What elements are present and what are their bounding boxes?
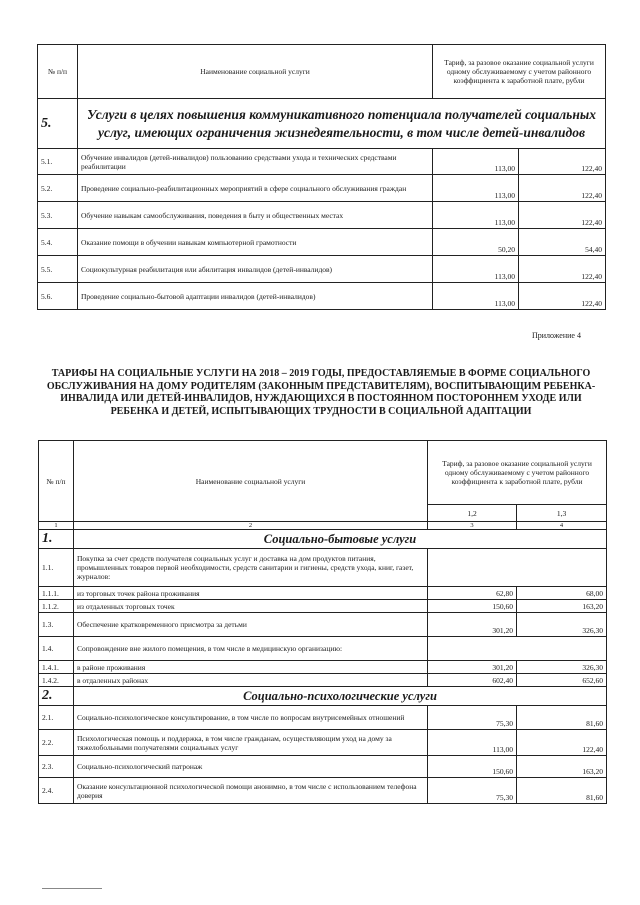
section-title: Социально-психологические услуги <box>74 687 607 706</box>
row-value-1: 62,80 <box>428 587 517 600</box>
row-value-2: 68,00 <box>517 587 607 600</box>
row-value-2: 163,20 <box>517 756 607 778</box>
row-value-1: 150,60 <box>428 600 517 613</box>
row-value-1: 301,20 <box>428 613 517 637</box>
section-row <box>39 530 607 549</box>
row-value-2: 163,20 <box>517 600 607 613</box>
row-name: из отдаленных торговых точек <box>74 600 428 613</box>
header-tariff: Тариф, за разовое оказание социальной услуги одному обслуживаемому с учетом районного коэффициента к заработной плате, рубли <box>433 45 606 99</box>
row-name: в отдаленных районах <box>74 674 428 687</box>
row-value-empty <box>428 549 607 587</box>
row-value-2: 122,40 <box>519 149 606 175</box>
table-row <box>39 730 607 756</box>
row-value-1: 50,20 <box>433 229 519 256</box>
row-name: Обучение навыкам самообслуживания, поведения в быту и общественных местах <box>78 202 433 229</box>
colnum-2: 2 <box>74 522 428 530</box>
row-num: 1.1.2. <box>39 600 74 613</box>
row-value-1: 150,60 <box>428 756 517 778</box>
table-row <box>39 706 607 730</box>
row-num: 1.1. <box>39 549 74 587</box>
row-name: из торговых точек района проживания <box>74 587 428 600</box>
row-value-2: 81,60 <box>517 706 607 730</box>
table-row <box>38 149 606 175</box>
table-row <box>39 674 607 687</box>
table-row <box>39 549 607 587</box>
header-tariff: Тариф, за разовое оказание социальной услуги одному обслуживаемому с учетом районного коэффициента к заработной плате, рубли <box>428 441 607 505</box>
section-row <box>39 687 607 706</box>
header-coef-1: 1,2 <box>428 505 517 522</box>
row-name: Социокультурная реабилитация или абилитация инвалидов (детей-инвалидов) <box>78 256 433 283</box>
colnum-3: 3 <box>428 522 517 530</box>
row-value-1: 113,00 <box>433 202 519 229</box>
header-name: Наименование социальной услуги <box>74 441 428 522</box>
row-name: Социально-психологический патронаж <box>74 756 428 778</box>
table-header-row <box>39 441 607 505</box>
row-value-2: 54,40 <box>519 229 606 256</box>
row-num: 1.3. <box>39 613 74 637</box>
section-num: 1. <box>39 530 74 549</box>
section-title: Услуги в целях повышения коммуникативного потенциала получателей социальных услуг, имеющих ограничения жизнедеятельности, в том числе детей-инвалидов <box>78 99 606 149</box>
document-title: ТАРИФЫ НА СОЦИАЛЬНЫЕ УСЛУГИ НА 2018 – 2019 ГОДЫ, ПРЕДОСТАВЛЯЕМЫЕ В ФОРМЕ СОЦИАЛЬНОГО ОБСЛУЖИВАНИЯ НА ДОМУ РОДИТЕЛЯМ (ЗАКОННЫМ ПРЕДСТАВИТЕЛЯМ), ВОСПИТЫВАЮЩИМ РЕБЕНКА-ИНВАЛИДА ИЛИ ДЕТЕЙ-ИНВАЛИДОВ, НУЖДАЮЩИХСЯ В ПОСТОЯННОМ ПОСТОРОННЕМ УХОДЕ ИЛИ РЕБЕНКА И ДЕТЕЙ, ИСПЫТЫВАЮЩИХ ТРУДНОСТИ В СОЦИАЛЬНОЙ АДАПТАЦИИ <box>46 368 596 417</box>
services-table-bottom <box>38 440 607 804</box>
row-value-1: 113,00 <box>433 175 519 202</box>
table-row <box>38 256 606 283</box>
footer-divider <box>42 888 102 889</box>
row-num: 5.3. <box>38 202 78 229</box>
row-name: Психологическая помощь и поддержка, в том числе гражданам, осуществляющим уход на дому за тяжелобольными получателями социальных услуг <box>74 730 428 756</box>
row-value-2: 81,60 <box>517 778 607 804</box>
row-value-2: 652,60 <box>517 674 607 687</box>
table-row <box>39 587 607 600</box>
row-num: 2.3. <box>39 756 74 778</box>
table-row <box>38 283 606 310</box>
row-name: Проведение социально-реабилитационных мероприятий в сфере социального обслуживания граждан <box>78 175 433 202</box>
table-row <box>39 756 607 778</box>
row-value-1: 75,30 <box>428 706 517 730</box>
table-header-row <box>38 45 606 99</box>
row-value-1: 113,00 <box>433 149 519 175</box>
row-name: в районе проживания <box>74 661 428 674</box>
row-value-2: 326,30 <box>517 613 607 637</box>
row-value-2: 122,40 <box>519 175 606 202</box>
table-row <box>39 613 607 637</box>
row-value-1: 75,30 <box>428 778 517 804</box>
section-title: Социально-бытовые услуги <box>74 530 607 549</box>
row-num: 1.4.2. <box>39 674 74 687</box>
row-num: 5.4. <box>38 229 78 256</box>
row-value-2: 326,30 <box>517 661 607 674</box>
row-num: 2.2. <box>39 730 74 756</box>
row-num: 1.4. <box>39 637 74 661</box>
table-row <box>38 175 606 202</box>
table-row <box>39 637 607 661</box>
row-num: 1.1.1. <box>39 587 74 600</box>
table-row <box>39 600 607 613</box>
row-value-1: 113,00 <box>433 256 519 283</box>
services-table-top <box>37 44 606 310</box>
row-name: Обучение инвалидов (детей-инвалидов) пользованию средствами ухода и технических средствами реабилитации <box>78 149 433 175</box>
section-num: 2. <box>39 687 74 706</box>
row-num: 2.1. <box>39 706 74 730</box>
section-num: 5. <box>38 99 78 149</box>
row-name: Проведение социально-бытовой адаптации инвалидов (детей-инвалидов) <box>78 283 433 310</box>
row-num: 5.2. <box>38 175 78 202</box>
row-value-1: 113,00 <box>433 283 519 310</box>
row-value-2: 122,40 <box>519 202 606 229</box>
row-value-1: 301,20 <box>428 661 517 674</box>
row-num: 5.1. <box>38 149 78 175</box>
table-row <box>38 229 606 256</box>
appendix-label: Приложение 4 <box>532 331 581 340</box>
row-num: 2.4. <box>39 778 74 804</box>
row-value-empty <box>428 637 607 661</box>
row-name: Обеспечение кратковременного присмотра за детьми <box>74 613 428 637</box>
table-row <box>39 778 607 804</box>
header-num: № п/п <box>38 45 78 99</box>
row-value-1: 602,40 <box>428 674 517 687</box>
row-num: 5.5. <box>38 256 78 283</box>
row-name: Покупка за счет средств получателя социальных услуг и доставка на дом продуктов питания, промышленных товаров первой необходимости, средств санитарии и гигиены, средств ухода, книг, газет, журналов: <box>74 549 428 587</box>
row-value-1: 113,00 <box>428 730 517 756</box>
row-name: Оказание консультационной психологической помощи анонимно, в том числе с использованием телефона доверия <box>74 778 428 804</box>
header-coef-2: 1,3 <box>517 505 607 522</box>
header-name: Наименование социальной услуги <box>78 45 433 99</box>
colnum-1: 1 <box>39 522 74 530</box>
row-name: Сопровождение вне жилого помещения, в том числе в медицинскую организацию: <box>74 637 428 661</box>
colnum-4: 4 <box>517 522 607 530</box>
row-num: 1.4.1. <box>39 661 74 674</box>
row-value-2: 122,40 <box>519 283 606 310</box>
row-value-2: 122,40 <box>519 256 606 283</box>
section-row <box>38 99 606 149</box>
table-row <box>38 202 606 229</box>
header-num: № п/п <box>39 441 74 522</box>
table-row <box>39 661 607 674</box>
row-name: Социально-психологическое консультирование, в том числе по вопросам внутрисемейных отношений <box>74 706 428 730</box>
row-name: Оказание помощи в обучении навыкам компьютерной грамотности <box>78 229 433 256</box>
column-number-row <box>39 522 607 530</box>
row-value-2: 122,40 <box>517 730 607 756</box>
row-num: 5.6. <box>38 283 78 310</box>
